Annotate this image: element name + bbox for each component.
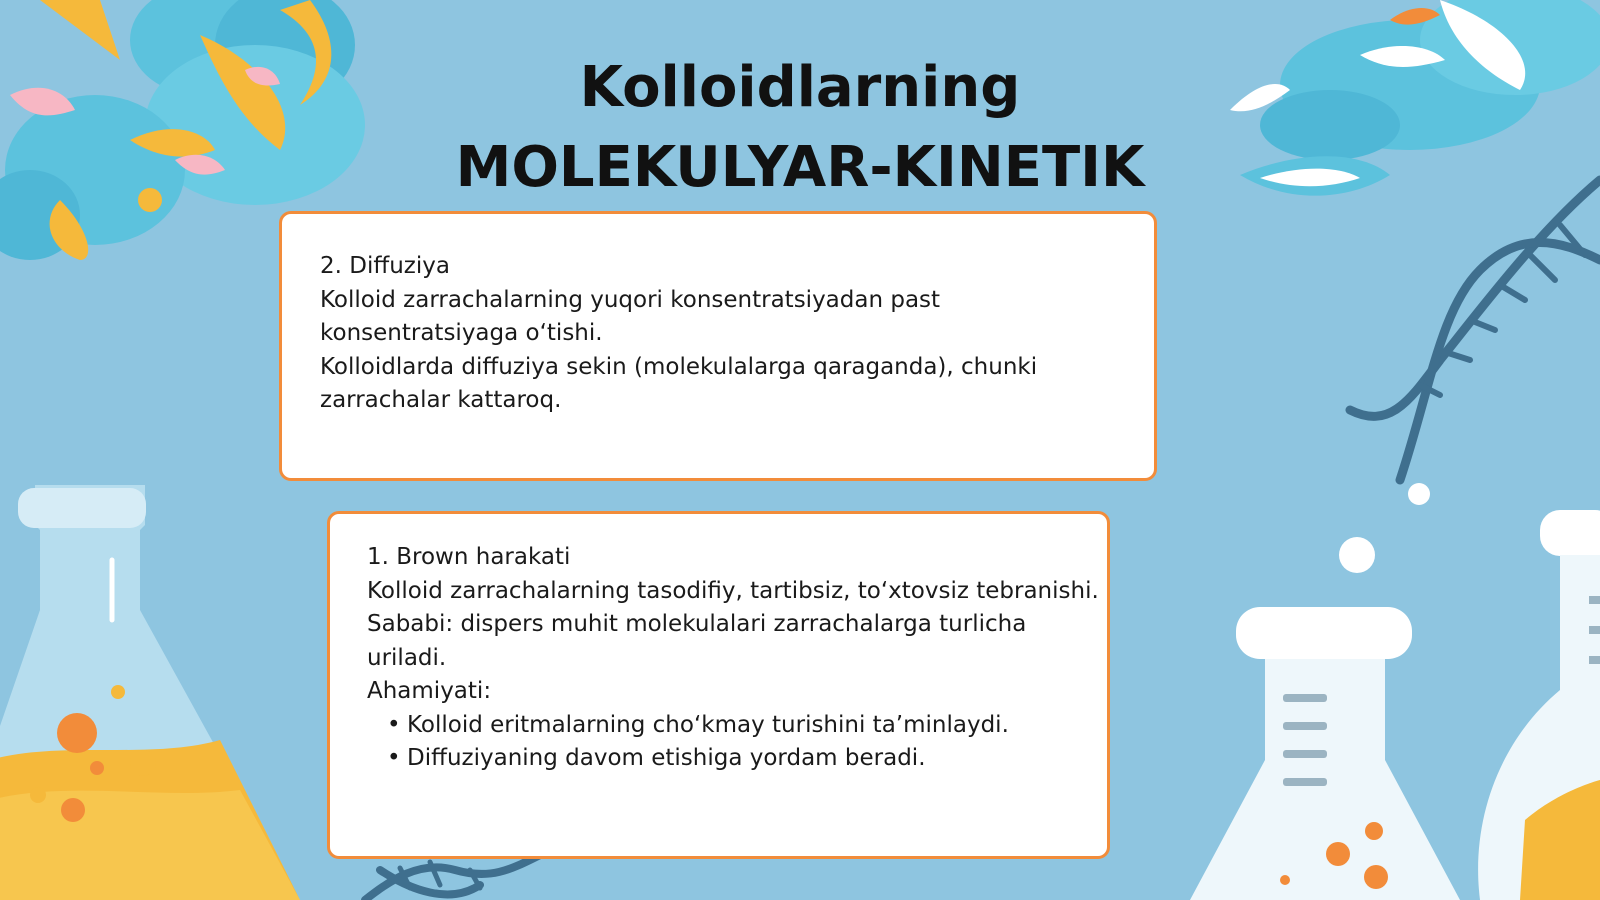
cloud-molecule-illustration: [1230, 0, 1600, 196]
slide-title: Kolloidlarning MOLEKULYAR-KINETIK: [455, 55, 1145, 200]
round-flask-illustration: [1478, 510, 1600, 900]
brown-heading: 1. Brown harakati: [367, 544, 571, 570]
diffuziya-card: [279, 211, 1157, 481]
brown-importance-label: Ahamiyati:: [367, 678, 492, 704]
brown-cause: Sababi: dispers muhit molekulalari zarrachalarga turlicha uriladi.: [367, 611, 1027, 671]
brown-motion-card: [327, 511, 1110, 859]
dna-helix-illustration: [1350, 180, 1600, 480]
diffuziya-note: Kolloidlarda diffuziya sekin (molekulalarga qaraganda), chunki zarrachalar kattaroq.: [320, 353, 1038, 413]
diffuziya-definition: Kolloid zarrachalarning yuqori konsentratsiyadan past konsentratsiyaga o‘tishi.: [320, 286, 941, 346]
diffuziya-heading: 2. Diffuziya: [320, 253, 450, 279]
importance-bullet-list: [367, 709, 1107, 776]
bullet-icon: •: [387, 745, 401, 771]
brown-definition: Kolloid zarrachalarning tasodifiy, tartibsiz, to‘xtovsiz tebranishi.: [367, 577, 1099, 604]
list-item-text: Kolloid eritmalarning cho‘kmay turishini ta’minlaydi.: [407, 711, 1009, 738]
list-item: [387, 742, 1107, 776]
erlenmeyer-flask-illustration: [0, 485, 300, 900]
list-item: [387, 709, 1107, 743]
dna-helix-illustration: [365, 855, 540, 900]
beaker-illustration: [1190, 607, 1460, 900]
bullet-icon: •: [387, 711, 401, 738]
list-item-text: Diffuziyaning davom etishiga yordam beradi.: [407, 745, 926, 771]
